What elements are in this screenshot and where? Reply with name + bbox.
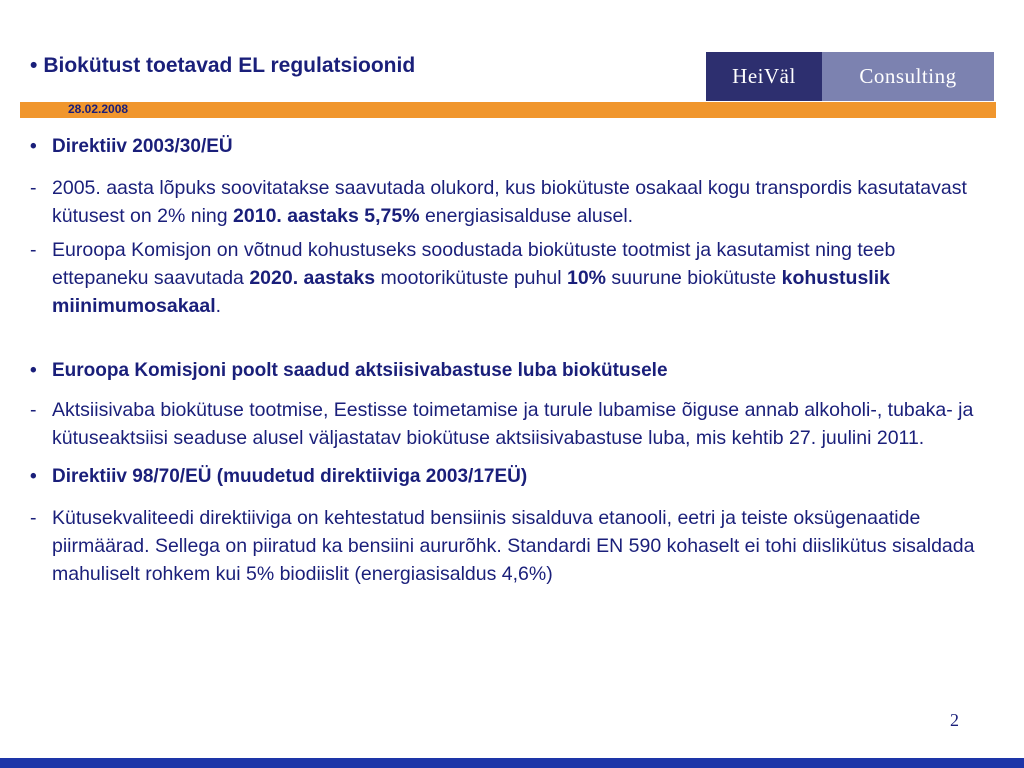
dash-text bbox=[52, 174, 990, 230]
dash-item bbox=[30, 174, 990, 230]
dash-item bbox=[30, 396, 990, 452]
text-run: Euroopa Komisjon on võtnud kohustuseks soodustada biokütuste tootmist ja kasutamist ning teeb ettepaneku saavutada bbox=[52, 239, 896, 289]
dash-text: Aktsiisivaba biokütuse tootmise, Eestisse toimetamise ja turule lubamise õiguse annab alkoholi-, tubaka- ja kütuseaktsiisi seaduse alusel väljastatav biokütuse aktsiisivabastuse luba, mis kehtib 27. juulini 2011. bbox=[52, 399, 974, 449]
text-run: mootorikütuste puhul bbox=[375, 267, 567, 289]
dash-marker: - bbox=[30, 177, 37, 199]
bullet-item bbox=[30, 358, 990, 384]
bullet-text: Euroopa Komisjoni poolt saadud aktsiisivabastuse luba biokütusele bbox=[52, 360, 668, 381]
slide-content bbox=[30, 134, 990, 588]
emphasis-text: 10% bbox=[566, 267, 606, 289]
dash-marker: - bbox=[30, 507, 37, 529]
bullet-text: Direktiiv 2003/30/EÜ bbox=[52, 136, 233, 157]
text-run: . bbox=[215, 295, 222, 317]
page-number: 2 bbox=[950, 710, 959, 730]
emphasis-text: 2020. aastaks bbox=[249, 267, 376, 289]
logo-heival: HeiVäl bbox=[706, 52, 822, 101]
dash-marker: - bbox=[30, 239, 37, 261]
header-divider-bar bbox=[20, 102, 996, 118]
emphasis-text: 2010. aastaks 5,75% bbox=[233, 205, 420, 227]
bullet-item bbox=[30, 464, 990, 490]
bullet-marker: • bbox=[30, 136, 37, 157]
footer-bar bbox=[0, 758, 1024, 768]
dash-marker: - bbox=[30, 399, 37, 421]
emphasis-text: kohustuslik miinimumosakaal bbox=[52, 267, 890, 317]
bullet-text: Direktiiv 98/70/EÜ (muudetud direktiiviga 2003/17EÜ) bbox=[52, 466, 528, 487]
text-run: 2005. aasta lõpuks soovitatakse saavutada olukord, kus biokütuste osakaal kogu transpordis kasutatavast kütusest on 2% ning bbox=[52, 177, 967, 227]
slide-date: 28.02.2008 bbox=[68, 102, 129, 116]
dash-item bbox=[30, 236, 990, 320]
bullet-marker: • bbox=[30, 466, 37, 487]
text-run: energiasisalduse alusel. bbox=[419, 205, 634, 227]
title-bullet: • bbox=[30, 54, 38, 77]
bullet-item bbox=[30, 134, 990, 160]
logo-consulting: Consulting bbox=[822, 52, 994, 101]
dash-text: Kütusekvaliteedi direktiiviga on kehtestatud bensiinis sisalduva etanooli, eetri ja teiste oksügenaatide piirmäärad. Sellega on piiratud ka bensiini aururõhk. Standardi EN 590 kohaselt ei tohi diislikütus sisaldada mahuliselt rohkem kui 5% biodiislit (energiasisaldus 4,6%) bbox=[52, 507, 975, 585]
company-logo bbox=[706, 52, 994, 101]
text-run: suurune biokütuste bbox=[606, 267, 782, 289]
slide-title bbox=[30, 54, 415, 78]
bullet-marker: • bbox=[30, 360, 37, 381]
dash-text bbox=[52, 236, 990, 320]
title-text: Biokütust toetavad EL regulatsioonid bbox=[43, 54, 416, 77]
dash-item bbox=[30, 504, 990, 588]
